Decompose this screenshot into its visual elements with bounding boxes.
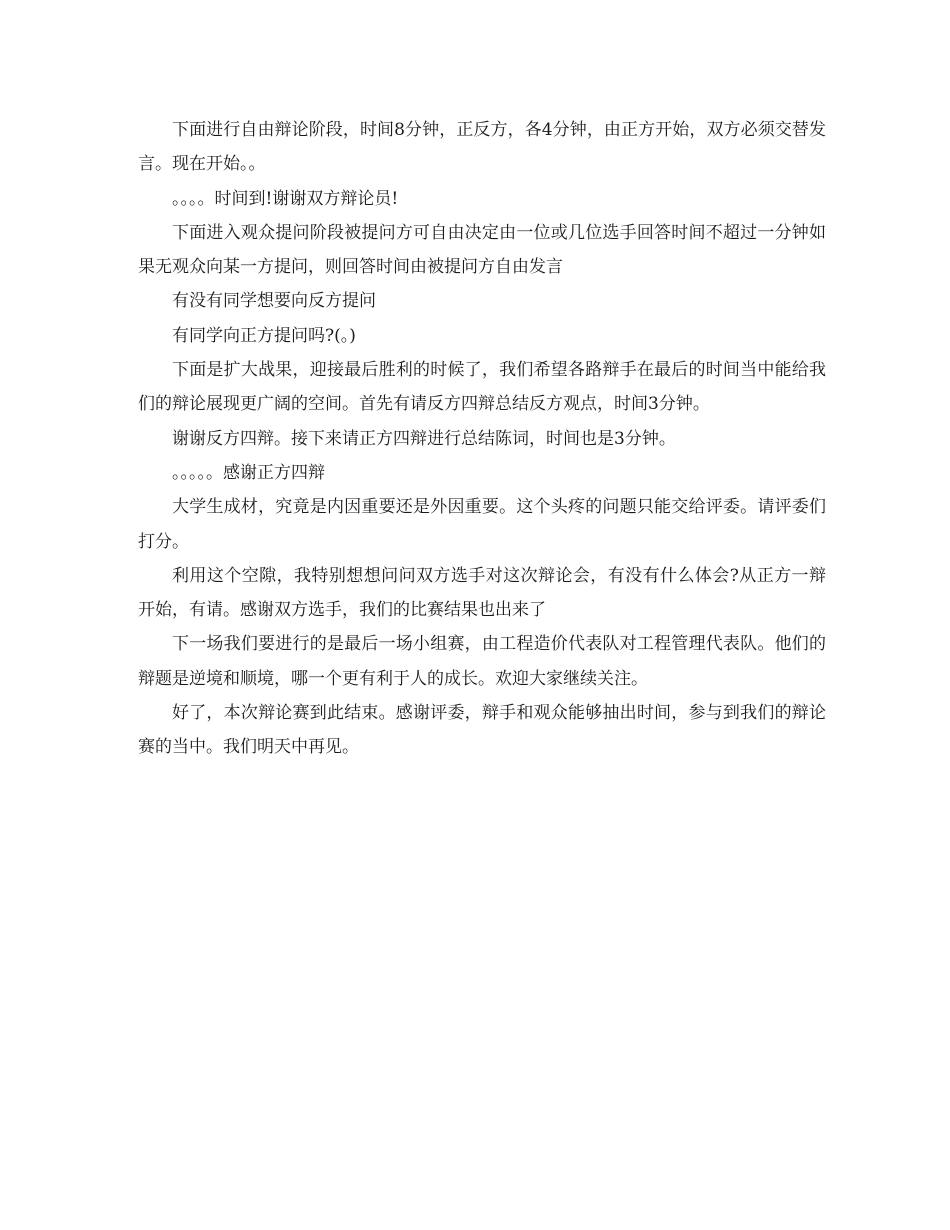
paragraph-ask-pro: 有同学向正方提问吗?(。) bbox=[172, 325, 356, 346]
paragraph-time-up: 。。。。时间到!谢谢双方辩论员! bbox=[172, 188, 399, 209]
paragraph-closing-con: 下面是扩大战果，迎接最后胜利的时候了，我们希望各路辩手在最后的时间当中能给我们的辩论展现更广阔的空间。首先有请反方四辩总结反方观点，时间3分钟。 bbox=[138, 360, 826, 415]
paragraph-interval: 利用这个空隙，我特别想想问问双方选手对这次辩论会，有没有什么体会?从正方一辩开始，有请。感谢双方选手，我们的比赛结果也出来了 bbox=[138, 565, 826, 621]
paragraph-ask-con: 有没有同学想要向反方提问 bbox=[172, 291, 376, 312]
paragraph-free-debate: 下面进行自由辩论阶段，时间8分钟，正反方，各4分钟，由正方开始，双方必须交替发言。现在开始。。 bbox=[138, 120, 826, 175]
paragraph-next-match: 下一场我们要进行的是最后一场小组赛，由工程造价代表队对工程管理代表队。他们的辩题是逆境和顺境，哪一个更有利于人的成长。欢迎大家继续关注。 bbox=[138, 634, 826, 689]
paragraph-thanks-pro: 。。。。。感谢正方四辩 bbox=[172, 462, 325, 483]
document-body bbox=[138, 113, 826, 765]
paragraph-audience-questions: 下面进入观众提问阶段被提问方可自由决定由一位或几位选手回答时间不超过一分钟如果无观众向某一方提问，则回答时间由被提问方自由发言 bbox=[138, 222, 826, 278]
paragraph-closing-pro: 谢谢反方四辩。接下来请正方四辩进行总结陈词，时间也是3分钟。 bbox=[172, 428, 676, 449]
paragraph-conclusion: 好了，本次辩论赛到此结束。感谢评委，辩手和观众能够抽出时间，参与到我们的辩论赛的当中。我们明天中再见。 bbox=[138, 703, 826, 758]
paragraph-judging: 大学生成材，究竟是内因重要还是外因重要。这个头疼的问题只能交给评委。请评委们打分。 bbox=[138, 497, 826, 552]
